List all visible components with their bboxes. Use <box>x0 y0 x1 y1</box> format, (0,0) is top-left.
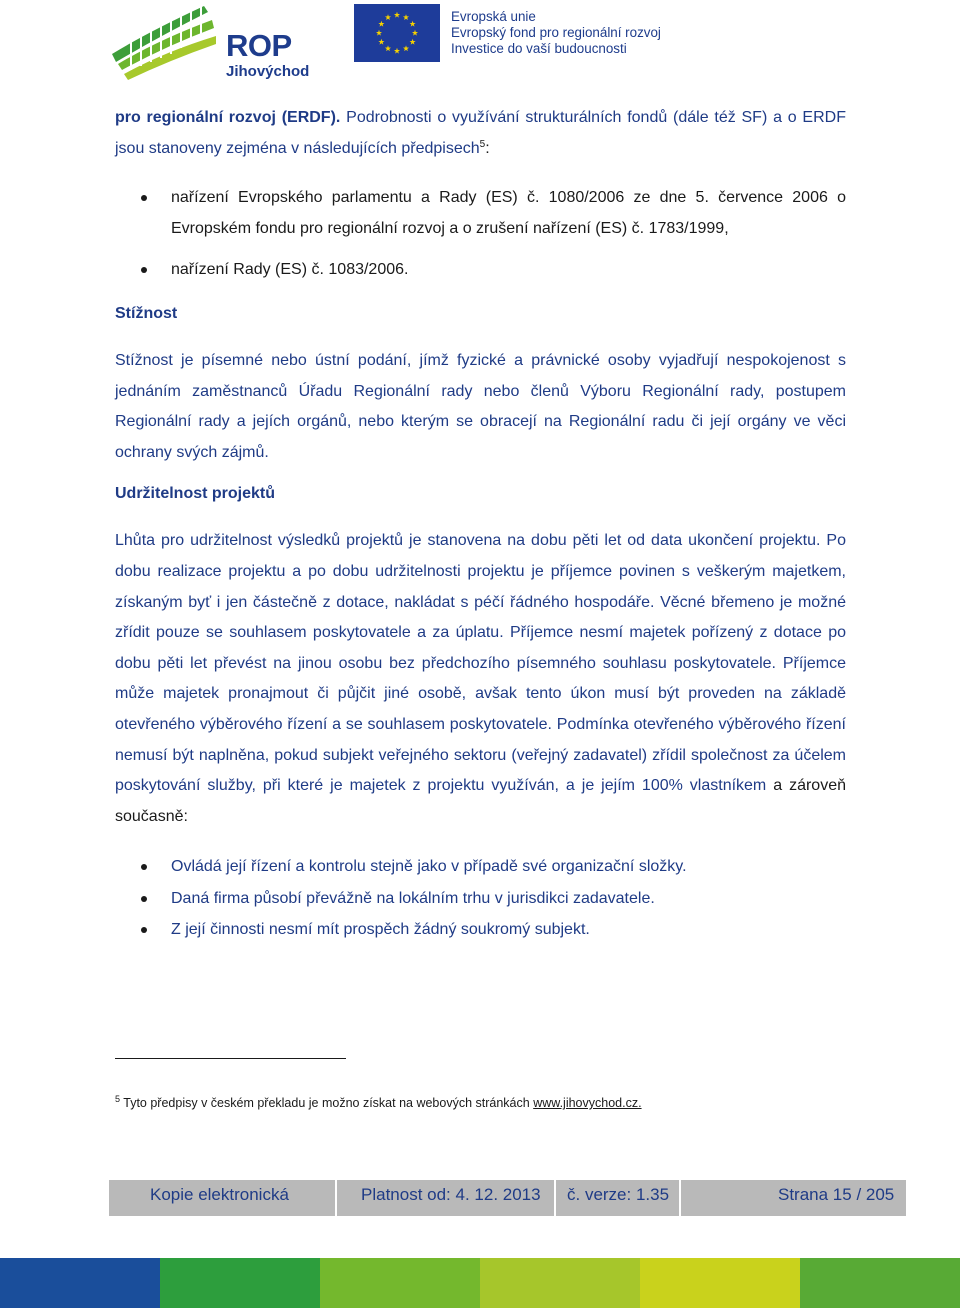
decorative-color-bar <box>0 1258 960 1308</box>
rop-logo-name: ROP <box>226 28 292 63</box>
eu-fund-text <box>451 9 661 57</box>
website-link[interactable]: www.jihovychod.cz. <box>533 1096 642 1110</box>
bullet-icon <box>141 927 147 933</box>
list-item: Daná firma působí převážně na lokálním trhu v jurisdikci zadavatele. <box>115 884 846 915</box>
color-segment <box>160 1258 320 1308</box>
footer-page-number: Strana 15 / 205 <box>778 1185 895 1204</box>
regulation-list <box>115 183 846 286</box>
section-heading-stiznost: Stížnost <box>115 304 178 322</box>
erdf-term: pro regionální rozvoj (ERDF). <box>115 109 341 126</box>
udrzitelnost-paragraph: Lhůta pro udržitelnost výsledků projektů je stanovena na dobu pěti let od data ukončení projektu. Po dobu realizace projektu a po dobu udržitelnosti projektu je příjemce povinen s veškerým majetkem, získaným byť i jen částečně z dotace, nakládat s péčí řádného hospodáře. Věcné břemeno je možné zřídit pouze se souhlasem poskytovatele a za úplatu. Příjemce nesmí majetek pořízený z dotace po dobu pěti let převést na jinou osobu bez předchozího písemného souhlasu poskytovatele. Příjemce může majetek pronajmout či půjčit jiné osobě, avšak tento úkon musí být proveden na základě otevřeného výběrového řízení a se souhlasem poskytovatele. Podmínka otevřeného výběrového řízení nemusí být naplněna, pokud subjekt veřejného sektoru (veřejný zadavatel) zřídil společnost za účelem poskytování služby, při které je majetek z projektu využíván, a je jejím 100% vlastníkem a zároveň současně: <box>115 532 846 825</box>
intro-end: : <box>485 139 490 157</box>
eu-flag-icon <box>354 4 440 62</box>
footnote: $^5$ Tyto předpisy v českém překladu je možno získat na webových stránkách www.jihovychod.cz. <box>115 1094 642 1110</box>
rop-logo-region: Jihovýchod <box>226 63 310 80</box>
footer-version: č. verze: 1.35 <box>567 1185 670 1204</box>
section-heading-udrzitelnost: Udržitelnost projektů <box>115 485 276 503</box>
bullet-icon <box>141 267 147 273</box>
color-segment <box>0 1258 160 1308</box>
color-segment <box>640 1258 800 1308</box>
color-segment <box>480 1258 640 1308</box>
footer-copy-type: Kopie elektronická <box>150 1185 289 1204</box>
color-segment <box>800 1258 960 1308</box>
bullet-icon <box>141 896 147 902</box>
eu-line-union: Evropská unie <box>451 9 536 24</box>
footer-divider <box>335 1180 337 1216</box>
intro-text: Podrobnosti o využívání strukturálních fondů (dále též SF) a o ERDF jsou stanoveny zejména v následujících předpisech <box>115 109 846 157</box>
footer-bar <box>109 1180 906 1216</box>
bullet-icon <box>141 195 147 201</box>
footnote-divider <box>115 1058 346 1059</box>
eu-line-fund: Evropský fond pro regionální rozvoj <box>451 25 661 40</box>
intro-paragraph <box>115 103 846 164</box>
list-item: nařízení Evropského parlamentu a Rady (ES) č. 1080/2006 ze dne 5. července 2006 o Evropském fondu pro regionální rozvoj a o zrušení nařízení (ES) č. 1783/1999, <box>115 183 846 244</box>
document-body <box>115 103 846 946</box>
list-item: nařízení Rady (ES) č. 1083/2006. <box>115 255 846 286</box>
color-segment <box>320 1258 480 1308</box>
eu-line-investment: Investice do vaší budoucnosti <box>451 41 627 56</box>
conditions-list <box>115 852 846 946</box>
footer-validity: Platnost od: 4. 12. 2013 <box>361 1185 541 1204</box>
page-header <box>0 0 960 100</box>
bullet-icon <box>141 864 147 870</box>
footer-divider <box>679 1180 681 1216</box>
footnote-ref[interactable]: 5 <box>479 138 486 150</box>
footer-divider <box>554 1180 556 1216</box>
list-item: Z její činnosti nesmí mít prospěch žádný soukromý subjekt. <box>115 915 846 946</box>
stiznost-paragraph: Stížnost je písemné nebo ústní podání, jímž fyzické a právnické osoby vyjadřují nespokojenost s jednáním zaměstnanců Úřadu Regionální rady nebo členů Výboru Regionální rady, postupem Regionální rady a jejích orgánů, nebo kterým se obracejí na Regionální radu či její orgány ve věci ochrany svých zájmů. <box>115 351 846 461</box>
list-item: Ovládá její řízení a kontrolu stejně jako v případě své organizační složky. <box>115 852 846 883</box>
